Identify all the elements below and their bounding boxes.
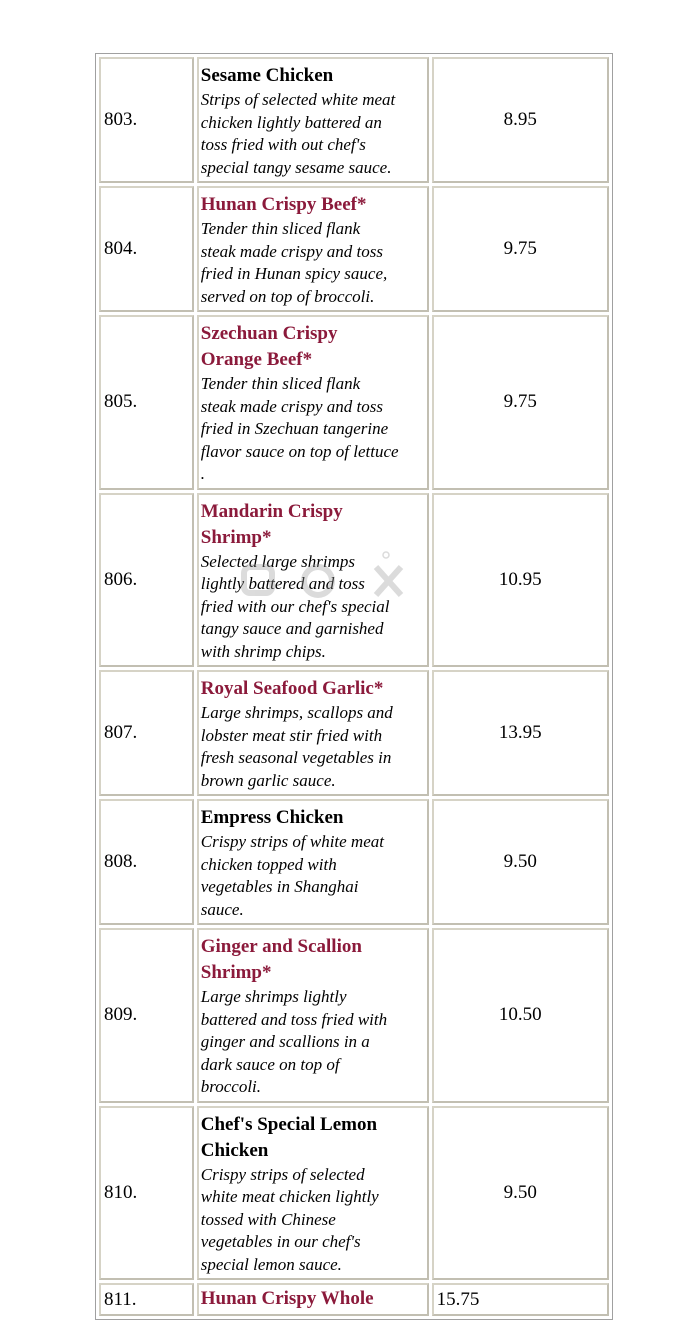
menu-row	[99, 1283, 609, 1316]
item-number: 804.	[99, 186, 194, 312]
item-cell	[197, 928, 429, 1103]
item-price: 9.75	[432, 315, 609, 490]
item-price: 10.50	[432, 928, 609, 1103]
item-name: Szechuan Crispy Orange Beef*	[200, 323, 338, 370]
item-number: 803.	[99, 57, 194, 183]
item-price: 8.95	[432, 57, 609, 183]
item-description: Large shrimps, scallops and lobster meat stir fried with fresh seasonal vegetables in brown garlic sauce.	[200, 703, 393, 790]
menu-row	[99, 799, 609, 925]
menu-row	[99, 670, 609, 796]
item-name: Hunan Crispy Whole	[200, 1288, 374, 1309]
item-cell	[197, 670, 429, 796]
item-description: Tender thin sliced flank steak made crispy and toss fried in Szechuan tangerine flavor sauce on top of lettuce .	[200, 374, 399, 483]
menu-row	[99, 928, 609, 1103]
item-price: 10.95	[432, 493, 609, 668]
item-cell	[197, 1106, 429, 1281]
menu-row	[99, 493, 609, 668]
item-name: Mandarin Crispy Shrimp*	[200, 500, 343, 548]
item-cell	[197, 799, 429, 925]
menu-row	[99, 57, 609, 183]
item-cell	[197, 315, 429, 490]
item-description: Large shrimps lightly battered and toss fried with ginger and scallions in a dark sauce on top of broccoli.	[200, 987, 388, 1096]
item-name: Chef's Special Lemon Chicken	[200, 1113, 378, 1161]
menu-table	[95, 53, 613, 1320]
item-description: Tender thin sliced flank steak made crispy and toss fried in Hunan spicy sauce, served on top of broccoli.	[200, 219, 388, 306]
menu-row	[99, 315, 609, 490]
item-number: 809.	[99, 928, 194, 1103]
item-price: 13.95	[432, 670, 609, 796]
item-price: 9.50	[432, 799, 609, 925]
item-description: Crispy strips of white meat chicken topped with vegetables in Shanghai sauce.	[200, 832, 384, 919]
item-number: 807.	[99, 670, 194, 796]
menu-row	[99, 186, 609, 312]
item-number: 808.	[99, 799, 194, 925]
item-description: Strips of selected white meat chicken lightly battered an toss fried with out chef's special tangy sesame sauce.	[200, 90, 396, 177]
item-price: 15.75	[432, 1283, 609, 1316]
item-number: 805.	[99, 315, 194, 490]
item-description: Crispy strips of selected white meat chicken lightly tossed with Chinese vegetables in our chef's special lemon sauce.	[200, 1164, 379, 1274]
menu-row	[99, 1106, 609, 1281]
item-cell	[197, 57, 429, 183]
item-number: 810.	[99, 1106, 194, 1281]
item-cell	[197, 1283, 429, 1316]
item-cell	[197, 493, 429, 668]
item-description: Selected large shrimps lightly battered and toss fried with our chef's special tangy sauce and garnished with shrimp chips.	[200, 551, 390, 661]
item-name: Royal Seafood Garlic*	[200, 678, 384, 699]
item-name: Ginger and Scallion Shrimp*	[200, 936, 362, 983]
item-name: Empress Chicken	[200, 807, 344, 828]
item-name: Hunan Crispy Beef*	[200, 194, 367, 215]
item-number: 811.	[99, 1283, 194, 1316]
item-number: 806.	[99, 493, 194, 668]
item-name: Sesame Chicken	[200, 65, 334, 86]
item-price: 9.50	[432, 1106, 609, 1281]
item-price: 9.75	[432, 186, 609, 312]
item-cell	[197, 186, 429, 312]
